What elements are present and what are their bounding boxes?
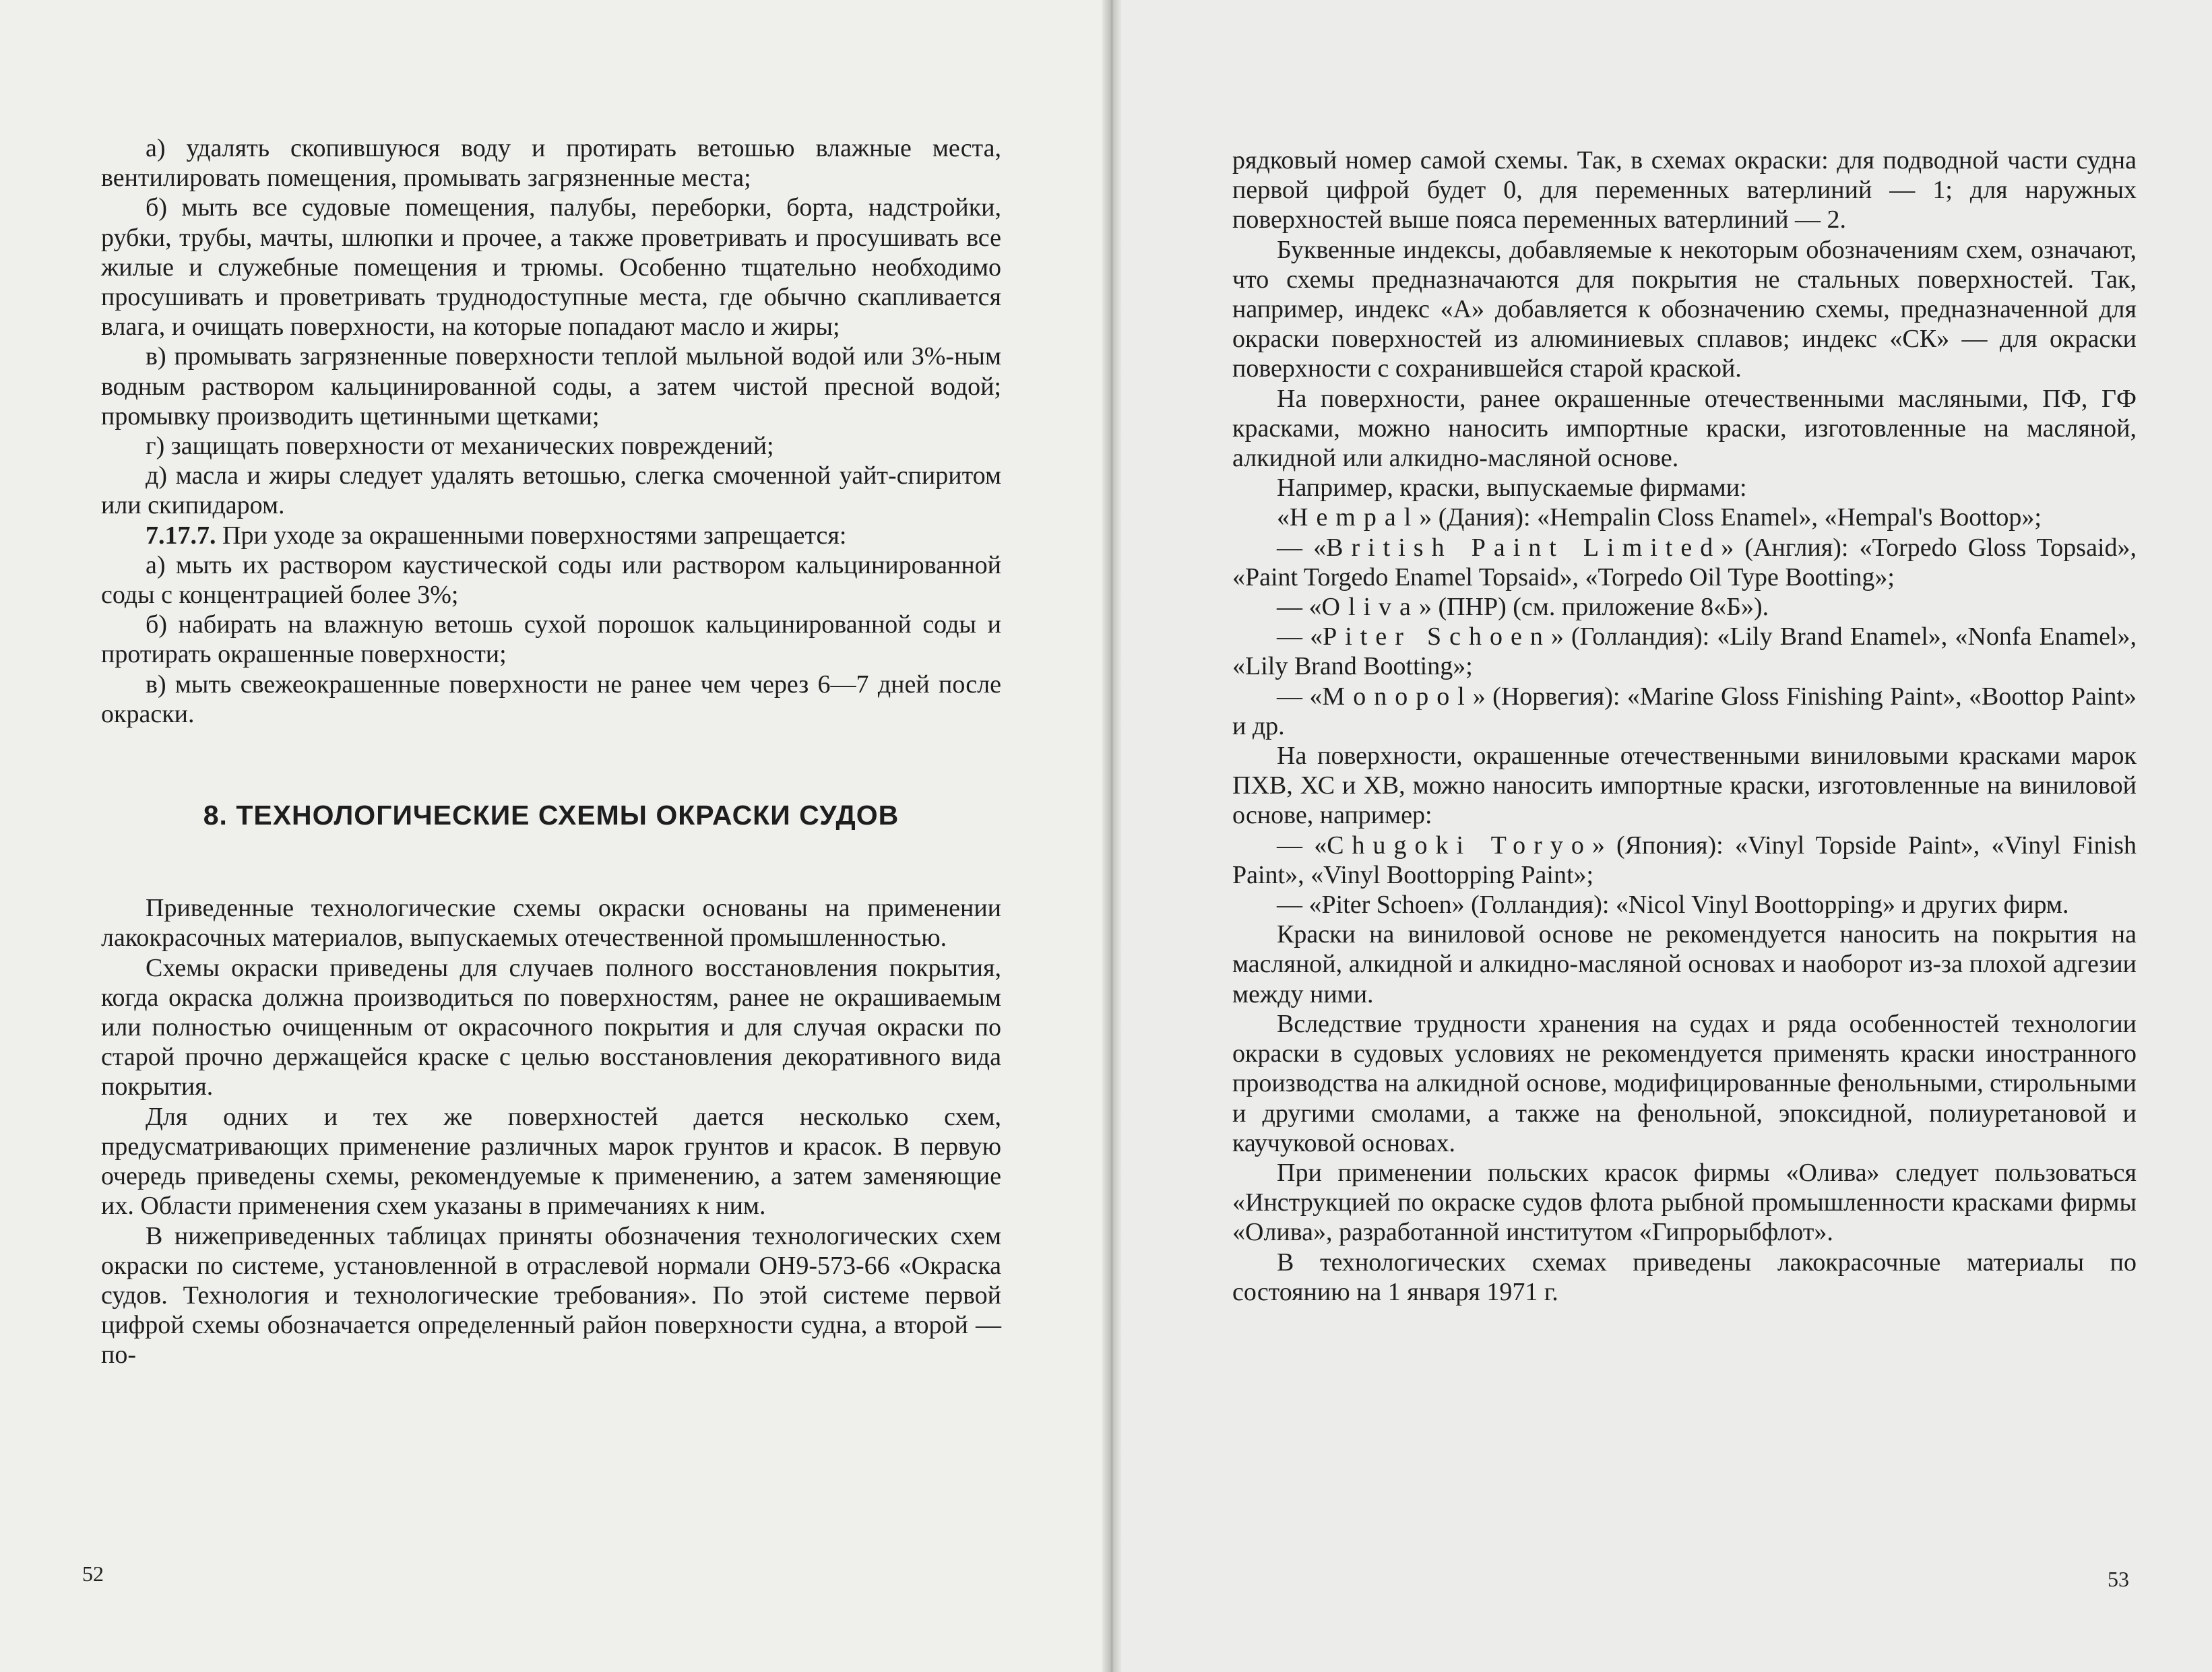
firm-piter-schoen: — «Piter Schoen» (Голландия): «Lily Brand Enamel», «Nonfa Enamel», «Lily Brand Bootting»; (1232, 622, 2137, 681)
page-number-left: 52 (82, 1562, 104, 1586)
section-paragraph-1: Приведенные технологические схемы окраски основаны на применении лакокрасочных материалов, выпускаемых отечественной промышленностью. (101, 894, 1001, 953)
right-paragraph-4: Например, краски, выпускаемые фирмами: (1277, 474, 1747, 503)
paragraph-a: а) удалять скопившуюся воду и протирать ветошью влажные места, вентилировать помещения, промывать загрязненные места; (101, 134, 1001, 193)
right-page-text (1232, 146, 2137, 1307)
firm-name: Oliva (1321, 593, 1419, 622)
firm-chugoki-toryo: — «Chugoki Toryo» (Япония): «Vinyl Topside Paint», «Vinyl Finish Paint», «Vinyl Boottopping Paint»; (1232, 831, 2137, 889)
section-paragraph-2: Схемы окраски приведены для случаев полного восстановления покрытия, когда окраска должна производиться по поверхностям, ранее не окрашиваемым или полностью очищенным от окрасочного покрытия и для случая окраски по старой прочно держащейся краске с целью восстановления декоративного вида покрытия. (101, 953, 1001, 1101)
right-paragraph-1: рядковый номер самой схемы. Так, в схемах окраски: для подводной части судна первой цифрой будет 0, для переменных ватерлиний — 1; для наружных поверхностей выше пояса переменных ватерлиний — 2. (1232, 146, 2137, 234)
firm-british-paint: — «British Paint Limited» (Англия): «Torpedo Gloss Topsaid», «Paint Torgedo Enamel Topsaid», «Torpedo Oil Type Bootting»; (1232, 533, 2137, 591)
right-paragraph-6: — «Piter Schoen» (Голландия): «Nicol Vinyl Boottopping» и других фирм. (1277, 891, 2069, 920)
right-paragraph-3: На поверхности, ранее окрашенные отечественными масляными, ПФ, ГФ красками, можно наносить импортные краски, изготовленные на масляной, алкидной или алкидно-масляной основе. (1232, 384, 2137, 473)
right-paragraph-9: При применении польских красок фирмы «Олива» следует пользоваться «Инструкцией по окраске судов флота рыбной промышленности красками фирмы «Олива», разработанной институтом «Гипрорыбфлот». (1232, 1158, 2137, 1247)
firm-name: Chugoki Toryo (1327, 831, 1592, 860)
right-paragraph-2: Буквенные индексы, добавляемые к некоторым обозначениям схем, означают, что схемы предназначаются для покрытия не стальных поверхностей. Так, например, индекс «А» добавляется к обозначению схемы, предназначенной для окраски поверхностей из алюминиевых сплавов; индекс «СК» — для окраски поверхности с сохранившейся старой краской. (1232, 235, 2137, 383)
firm-name: British Paint Limited (1326, 533, 1721, 562)
right-paragraph-7: Краски на виниловой основе не рекомендуется наносить на покрытия на масляной, алкидной и алкидно-масляной основах и наоборот из-за плохой адгезии между ними. (1232, 920, 2137, 1008)
prohibited-item-a: а) мыть их раствором каустической соды или раствором кальцинированной соды с концентрацией более 3%; (101, 550, 1001, 610)
firm-name: Monopol (1322, 682, 1473, 711)
firm-hempal: «Hempal» (Дания): «Hempalin Closs Enamel», «Hempal's Boottop»; (1277, 503, 2042, 532)
firm-name: Piter Schoen (1323, 622, 1551, 651)
left-page-text (101, 133, 1001, 1370)
page-number-right: 53 (2108, 1567, 2129, 1591)
clause-number: 7.17.7. (146, 521, 216, 550)
book-gutter (1102, 0, 1121, 1672)
paragraph-b: б) мыть все судовые помещения, палубы, переборки, борта, надстройки, рубки, трубы, мачты, шлюпки и прочее, а также проветривать и просушивать все жилые и служебные помещения и трюмы. Особенно тщательно необходимо просушивать и проветривать труднодоступные места, где обычно скапливается влага, и очищать поверхности, на которые попадают масло и жиры; (101, 193, 1001, 342)
firm-oliva: — «Oliva» (ПНР) (см. приложение 8«Б»). (1277, 593, 1769, 622)
paragraph-d: д) масла и жиры следует удалять ветошью, слегка смоченной уайт-спиритом или скипидаром. (101, 461, 1001, 520)
paragraph-v: в) промывать загрязненные поверхности теплой мыльной водой или 3%-ным водным раствором кальцинированной соды, а затем чистой пресной водой; промывку производить щетинными щетками; (101, 342, 1001, 430)
firm-monopol: — «Monopol» (Норвегия): «Marine Gloss Finishing Paint», «Boottop Paint» и др. (1232, 682, 2137, 740)
section-heading: 8. ТЕХНОЛОГИЧЕСКИЕ СХЕМЫ ОКРАСКИ СУДОВ (203, 800, 899, 831)
prohibited-item-b: б) набирать на влажную ветошь сухой порошок кальцинированной соды и протирать окрашенные поверхности; (101, 610, 1001, 669)
right-paragraph-10: В технологических схемах приведены лакокрасочные материалы по состоянию на 1 января 1971 г. (1232, 1248, 2137, 1306)
right-paragraph-8: Вследствие трудности хранения на судах и ряда особенностей технологии окраски в судовых условиях не рекомендуется применять краски иностранного производства на алкидной основе, модифицированные фенольными, стирольными и другими смолами, а также на фенольной, эпоксидной, полиуретановой и каучуковой основах. (1232, 1009, 2137, 1157)
section-paragraph-4: В нижеприведенных таблицах приняты обозначения технологических схем окраски по системе, установленной в отраслевой нормали ОН9-573-66 «Окраска судов. Технология и технологические требования». По этой системе первой цифрой схемы обозначается определенный район поверхности судна, а второй — по- (101, 1221, 1001, 1370)
section-paragraph-3: Для одних и тех же поверхностей дается несколько схем, предусматривающих применение различных марок грунтов и красок. В первую очередь приведены схемы, рекомендуемые к применению, а затем заменяющие их. Области применения схем указаны в примечаниях к ним. (101, 1102, 1001, 1221)
prohibited-item-v: в) мыть свежеокрашенные поверхности не ранее чем через 6—7 дней после окраски. (101, 670, 1001, 728)
firm-name: Hempal (1290, 503, 1420, 532)
clause-text: При уходе за окрашенными поверхностями запрещается: (216, 521, 847, 550)
paragraph-g: г) защищать поверхности от механических повреждений; (146, 432, 774, 461)
clause-7-17-7 (101, 521, 1001, 550)
right-paragraph-5: На поверхности, окрашенные отечественными виниловыми красками марок ПХВ, ХС и ХВ, можно наносить импортные краски, изготовленные на виниловой основе, например: (1232, 742, 2137, 830)
